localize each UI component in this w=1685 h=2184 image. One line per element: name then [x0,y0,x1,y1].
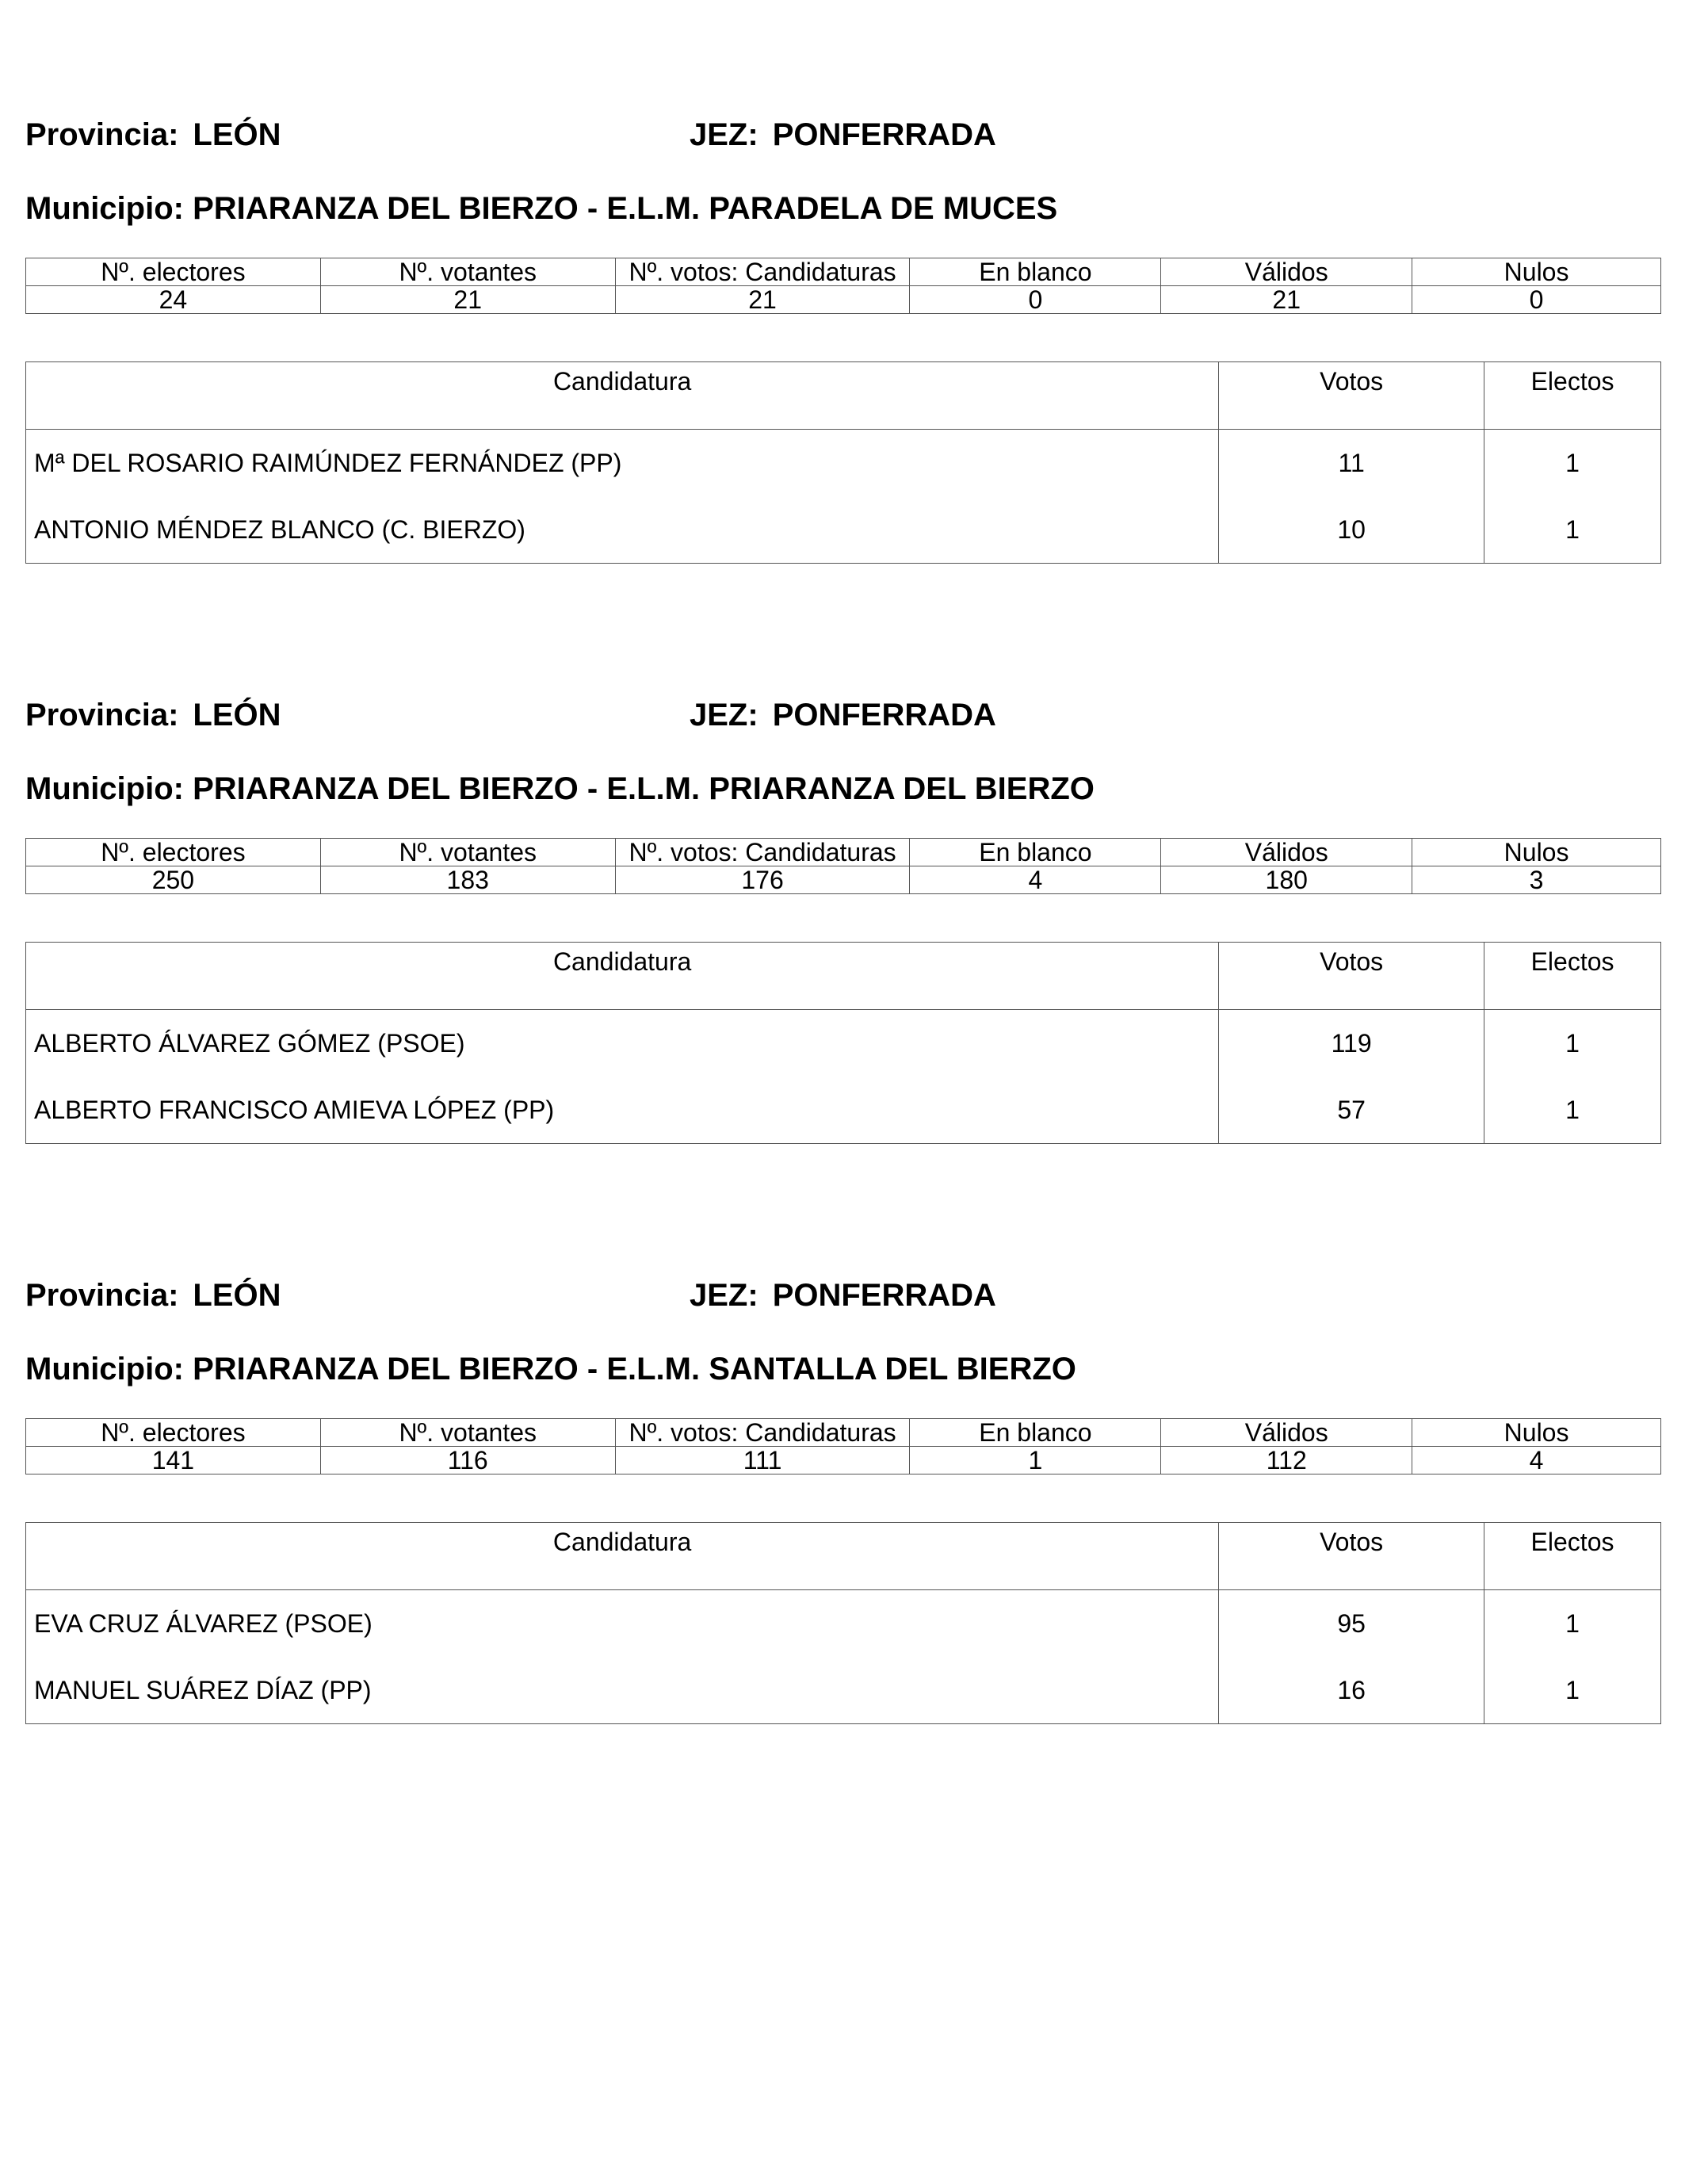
candidate-electos: 1 [1484,1010,1661,1077]
candidate-votos: 95 [1219,1590,1484,1658]
candidates-header-row [26,943,1661,1010]
summary-value: 1 [910,1447,1161,1474]
candidates-header-row [26,362,1661,430]
candidate-name: ALBERTO ÁLVAREZ GÓMEZ (PSOE) [26,1010,1219,1077]
summary-value: 183 [320,866,615,894]
summary-value: 4 [1412,1447,1661,1474]
summary-value: 3 [1412,866,1661,894]
candidates-table [25,1522,1661,1724]
candidate-votos: 11 [1219,430,1484,497]
summary-value: 0 [910,286,1161,314]
provincia-line [25,1279,281,1311]
summary-value: 0 [1412,286,1661,314]
summary-value: 141 [26,1447,321,1474]
summary-table [25,258,1661,314]
summary-value: 21 [320,286,615,314]
summary-value-row [26,866,1661,894]
candidate-row [26,1657,1661,1724]
candidate-row [26,430,1661,497]
candidate-electos: 1 [1484,1590,1661,1658]
candidate-electos: 1 [1484,496,1661,564]
provincia-value: LEÓN [193,698,281,732]
summary-header: Nº. votos: Candidaturas [615,258,910,286]
candidate-row [26,496,1661,564]
candidate-name: MANUEL SUÁREZ DÍAZ (PP) [26,1657,1219,1724]
summary-header: Nº. votantes [320,1419,615,1447]
candidatura-header: Candidatura [26,362,1219,430]
summary-header: En blanco [910,839,1161,866]
summary-value: 24 [26,286,321,314]
summary-value: 112 [1161,1447,1412,1474]
summary-header-row [26,839,1661,866]
summary-value: 111 [615,1447,910,1474]
summary-header: Nº. votos: Candidaturas [615,1419,910,1447]
provincia-label: Provincia: [25,698,179,732]
candidate-votos: 57 [1219,1077,1484,1144]
summary-header: En blanco [910,1419,1161,1447]
candidates-table [25,361,1661,564]
candidate-electos: 1 [1484,1077,1661,1144]
summary-value: 116 [320,1447,615,1474]
summary-header: Válidos [1161,839,1412,866]
candidate-electos: 1 [1484,1657,1661,1724]
summary-header: Válidos [1161,258,1412,286]
jez-line [690,1279,996,1311]
summary-value: 21 [615,286,910,314]
municipio-value: PRIARANZA DEL BIERZO - E.L.M. SANTALLA DEL BIERZO [193,1352,1076,1387]
summary-value-row [26,1447,1661,1474]
municipio-label: Municipio: [25,1352,184,1387]
summary-header: Nº. votantes [320,839,615,866]
provincia-value: LEÓN [193,117,281,152]
jez-label: JEZ: [690,698,758,732]
electos-header: Electos [1484,943,1661,1010]
jez-label: JEZ: [690,117,758,152]
candidate-row [26,1010,1661,1077]
municipio-line [25,1353,1076,1385]
candidate-name: ALBERTO FRANCISCO AMIEVA LÓPEZ (PP) [26,1077,1219,1144]
jez-value: PONFERRADA [772,698,996,732]
candidatura-header: Candidatura [26,1523,1219,1590]
candidate-row [26,1077,1661,1144]
votos-header: Votos [1219,943,1484,1010]
votos-header: Votos [1219,362,1484,430]
municipio-line [25,193,1057,224]
jez-value: PONFERRADA [772,1278,996,1313]
municipio-label: Municipio: [25,771,184,806]
summary-header: En blanco [910,258,1161,286]
summary-value: 176 [615,866,910,894]
candidate-electos: 1 [1484,430,1661,497]
summary-header-row [26,1419,1661,1447]
summary-header: Nulos [1412,1419,1661,1447]
summary-header: Nº. votantes [320,258,615,286]
summary-header-row [26,258,1661,286]
municipio-value: PRIARANZA DEL BIERZO - E.L.M. PARADELA DE MUCES [193,191,1058,226]
candidate-name: Mª DEL ROSARIO RAIMÚNDEZ FERNÁNDEZ (PP) [26,430,1219,497]
summary-header: Nº. electores [26,1419,321,1447]
summary-value: 250 [26,866,321,894]
summary-header: Nº. votos: Candidaturas [615,839,910,866]
votos-header: Votos [1219,1523,1484,1590]
electos-header: Electos [1484,362,1661,430]
jez-line [690,119,996,151]
candidates-header-row [26,1523,1661,1590]
provincia-line [25,699,281,731]
summary-table [25,1418,1661,1474]
candidates-table [25,942,1661,1144]
provincia-line [25,119,281,151]
provincia-label: Provincia: [25,1278,179,1313]
municipio-value: PRIARANZA DEL BIERZO - E.L.M. PRIARANZA DEL BIERZO [193,771,1095,806]
summary-value: 21 [1161,286,1412,314]
provincia-label: Provincia: [25,117,179,152]
candidate-row [26,1590,1661,1658]
candidate-votos: 119 [1219,1010,1484,1077]
summary-header: Nº. electores [26,258,321,286]
summary-value-row [26,286,1661,314]
summary-header: Nulos [1412,839,1661,866]
summary-value: 4 [910,866,1161,894]
summary-table [25,838,1661,894]
summary-header: Válidos [1161,1419,1412,1447]
jez-label: JEZ: [690,1278,758,1313]
candidate-name: EVA CRUZ ÁLVAREZ (PSOE) [26,1590,1219,1658]
candidate-votos: 16 [1219,1657,1484,1724]
candidate-votos: 10 [1219,496,1484,564]
municipio-label: Municipio: [25,191,184,226]
municipio-line [25,773,1095,805]
summary-value: 180 [1161,866,1412,894]
jez-line [690,699,996,731]
electos-header: Electos [1484,1523,1661,1590]
summary-header: Nº. electores [26,839,321,866]
provincia-value: LEÓN [193,1278,281,1313]
summary-header: Nulos [1412,258,1661,286]
jez-value: PONFERRADA [772,117,996,152]
candidatura-header: Candidatura [26,943,1219,1010]
candidate-name: ANTONIO MÉNDEZ BLANCO (C. BIERZO) [26,496,1219,564]
